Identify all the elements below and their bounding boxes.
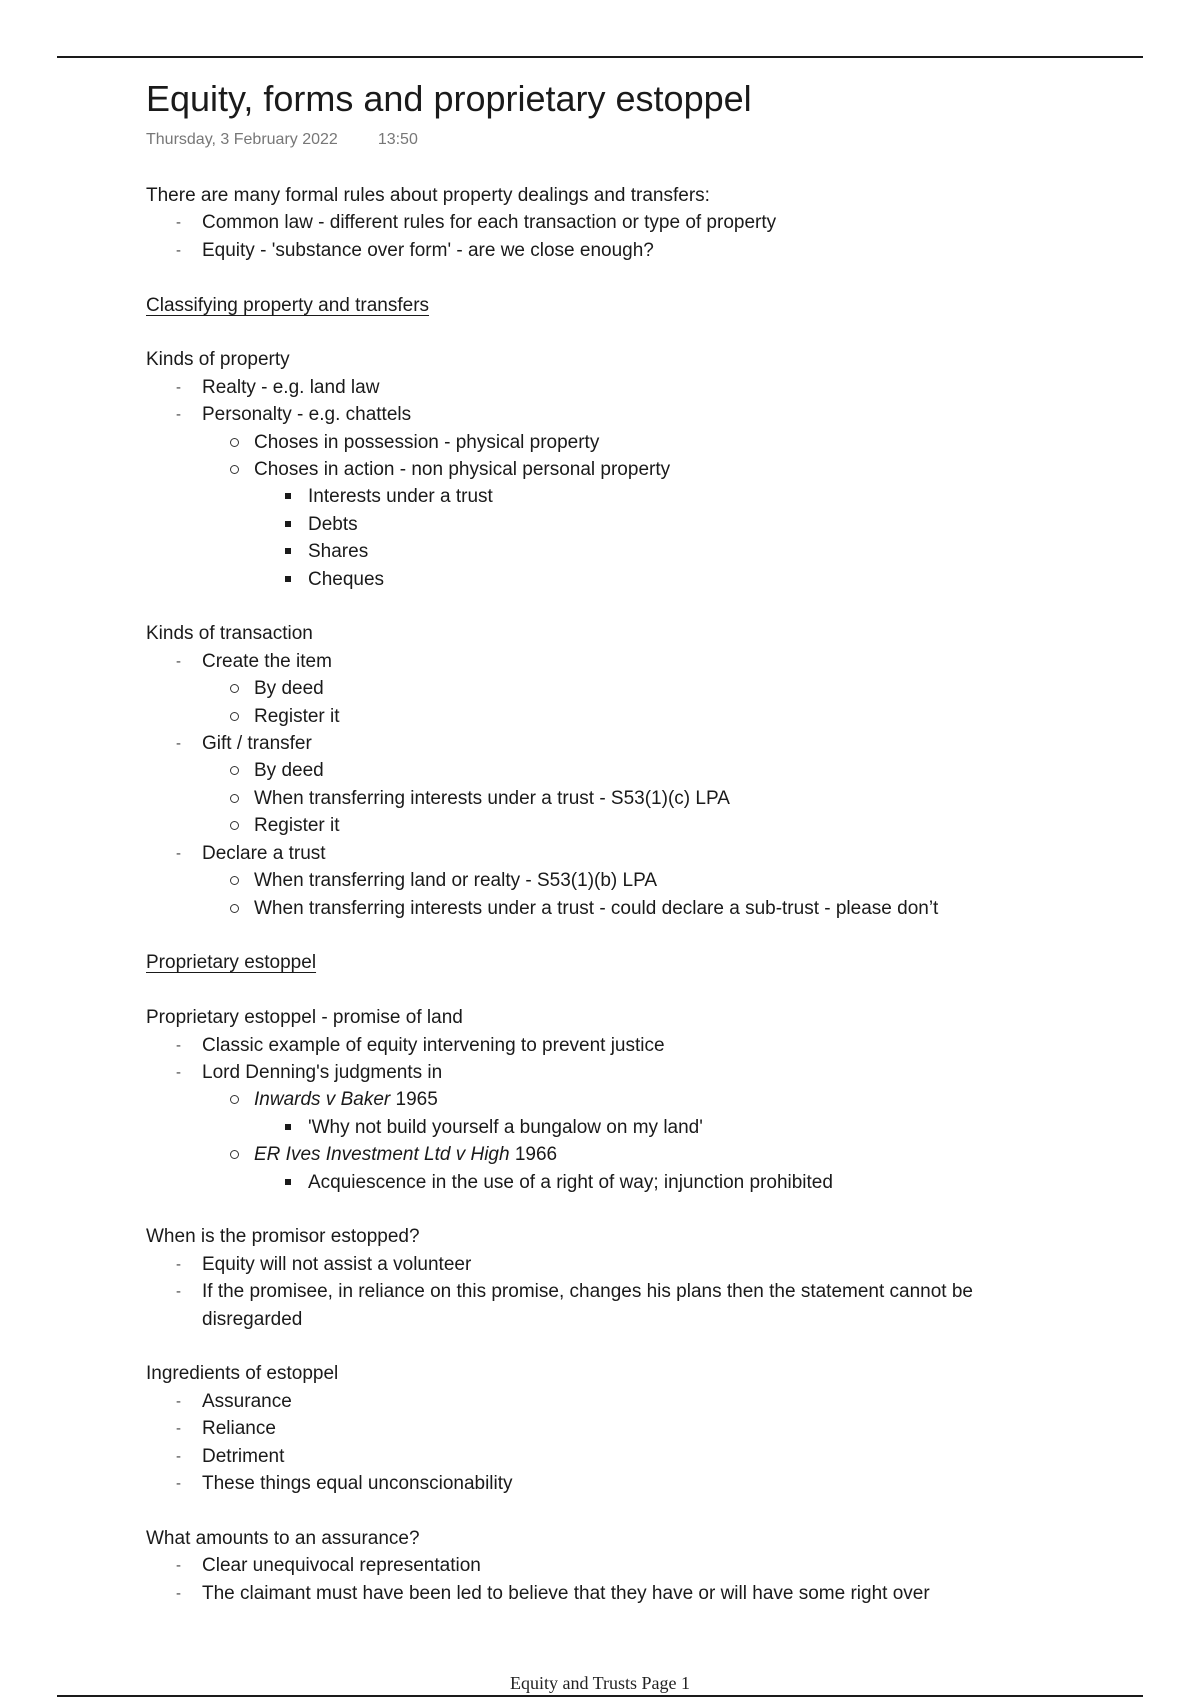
dash-bullet-icon: - [176, 241, 181, 259]
square-bullet-icon [282, 538, 308, 554]
note-content [146, 182, 1096, 1607]
list-item: - Classic example of equity intervening to prevent justice [146, 1032, 1096, 1059]
circle-bullet-icon [228, 703, 254, 721]
list-item: Interests under a trust [146, 483, 1096, 510]
list-item: - Create the item [146, 648, 1096, 675]
subheading-ingredients: Ingredients of estoppel [146, 1363, 339, 1385]
dash-bullet-icon: - [176, 1557, 181, 1575]
list-item: - Equity - 'substance over form' - are we close enough? [146, 237, 1096, 264]
list-item: - Detriment [146, 1443, 1096, 1470]
dash-bullet-icon: - [176, 1063, 181, 1081]
subheading-promisor-estopped: When is the promisor estopped? [146, 1226, 420, 1248]
circle-bullet-icon [228, 757, 254, 775]
list-item: - Realty - e.g. land law [146, 374, 1096, 401]
subheading-promise-of-land: Proprietary estoppel - promise of land [146, 1007, 463, 1029]
list-item: - If the promisee, in reliance on this promise, changes his plans then the statement cannot be disregarded [146, 1278, 1096, 1333]
bottom-rule [57, 1695, 1143, 1697]
dash-bullet-icon: - [176, 1420, 181, 1438]
list-item: - Assurance [146, 1388, 1096, 1415]
list-item: When transferring interests under a trust - could declare a sub-trust - please don’t [146, 895, 1096, 922]
list-item: Inwards v Baker 1965 [146, 1086, 1096, 1113]
list-item: By deed [146, 757, 1096, 784]
list-item: - Lord Denning's judgments in [146, 1059, 1096, 1086]
list-item: Register it [146, 703, 1096, 730]
case-name: ER Ives Investment Ltd v High [254, 1144, 510, 1166]
circle-bullet-icon [228, 1086, 254, 1104]
dash-bullet-icon: - [176, 214, 181, 232]
list-item: Cheques [146, 566, 1096, 593]
circle-bullet-icon [228, 785, 254, 803]
page-timestamp [146, 131, 418, 149]
list-item: Choses in possession - physical property [146, 429, 1096, 456]
list-item: - Personalty - e.g. chattels [146, 401, 1096, 428]
list-item: - The claimant must have been led to believe that they have or will have some right over [146, 1580, 1096, 1607]
dash-bullet-icon: - [176, 406, 181, 424]
intro-paragraph: There are many formal rules about property dealings and transfers: [146, 185, 710, 206]
list-item: By deed [146, 675, 1096, 702]
list-item: - Common law - different rules for each transaction or type of property [146, 209, 1096, 236]
dash-bullet-icon: - [176, 1584, 181, 1602]
dash-bullet-icon: - [176, 378, 181, 396]
list-item: Choses in action - non physical personal property [146, 456, 1096, 483]
dash-bullet-icon: - [176, 844, 181, 862]
dash-bullet-icon: - [176, 652, 181, 670]
list-item: 'Why not build yourself a bungalow on my land' [146, 1114, 1096, 1141]
section-heading-proprietary-estoppel: Proprietary estoppel [146, 952, 317, 974]
circle-bullet-icon [228, 675, 254, 693]
dash-bullet-icon: - [176, 1474, 181, 1492]
square-bullet-icon [282, 511, 308, 527]
circle-bullet-icon [228, 895, 254, 913]
top-rule [57, 56, 1143, 58]
circle-bullet-icon [228, 812, 254, 830]
subheading-kinds-of-property: Kinds of property [146, 349, 290, 371]
square-bullet-icon [282, 1114, 308, 1130]
page-footer: Equity and Trusts Page 1 [509, 1673, 691, 1693]
dash-bullet-icon: - [176, 1283, 181, 1301]
list-item: - Declare a trust [146, 840, 1096, 867]
circle-bullet-icon [228, 456, 254, 474]
list-item: Register it [146, 812, 1096, 839]
section-heading-classifying: Classifying property and transfers [146, 294, 430, 316]
list-item: When transferring interests under a trust - S53(1)(c) LPA [146, 785, 1096, 812]
list-item: - Equity will not assist a volunteer [146, 1251, 1096, 1278]
list-item: Debts [146, 511, 1096, 538]
circle-bullet-icon [228, 429, 254, 447]
square-bullet-icon [282, 566, 308, 582]
list-item: When transferring land or realty - S53(1)(b) LPA [146, 867, 1096, 894]
dash-bullet-icon: - [176, 1255, 181, 1273]
square-bullet-icon [282, 483, 308, 499]
page-date: Thursday, 3 February 2022 [146, 131, 338, 148]
subheading-assurance: What amounts to an assurance? [146, 1527, 420, 1549]
dash-bullet-icon: - [176, 1392, 181, 1410]
circle-bullet-icon [228, 867, 254, 885]
page-title: Equity, forms and proprietary estoppel [146, 78, 752, 119]
list-item: Shares [146, 538, 1096, 565]
list-item: ER Ives Investment Ltd v High 1966 [146, 1141, 1096, 1168]
list-item: - Reliance [146, 1415, 1096, 1442]
dash-bullet-icon: - [176, 1447, 181, 1465]
case-name: Inwards v Baker [254, 1089, 391, 1111]
list-item: - Clear unequivocal representation [146, 1552, 1096, 1579]
page-time: 13:50 [377, 131, 418, 148]
list-item: Acquiescence in the use of a right of way; injunction prohibited [146, 1169, 1096, 1196]
subheading-kinds-of-transaction: Kinds of transaction [146, 623, 313, 645]
circle-bullet-icon [228, 1141, 254, 1159]
list-item: - These things equal unconscionability [146, 1470, 1096, 1497]
dash-bullet-icon: - [176, 1036, 181, 1054]
list-item: - Gift / transfer [146, 730, 1096, 757]
dash-bullet-icon: - [176, 735, 181, 753]
square-bullet-icon [282, 1169, 308, 1185]
